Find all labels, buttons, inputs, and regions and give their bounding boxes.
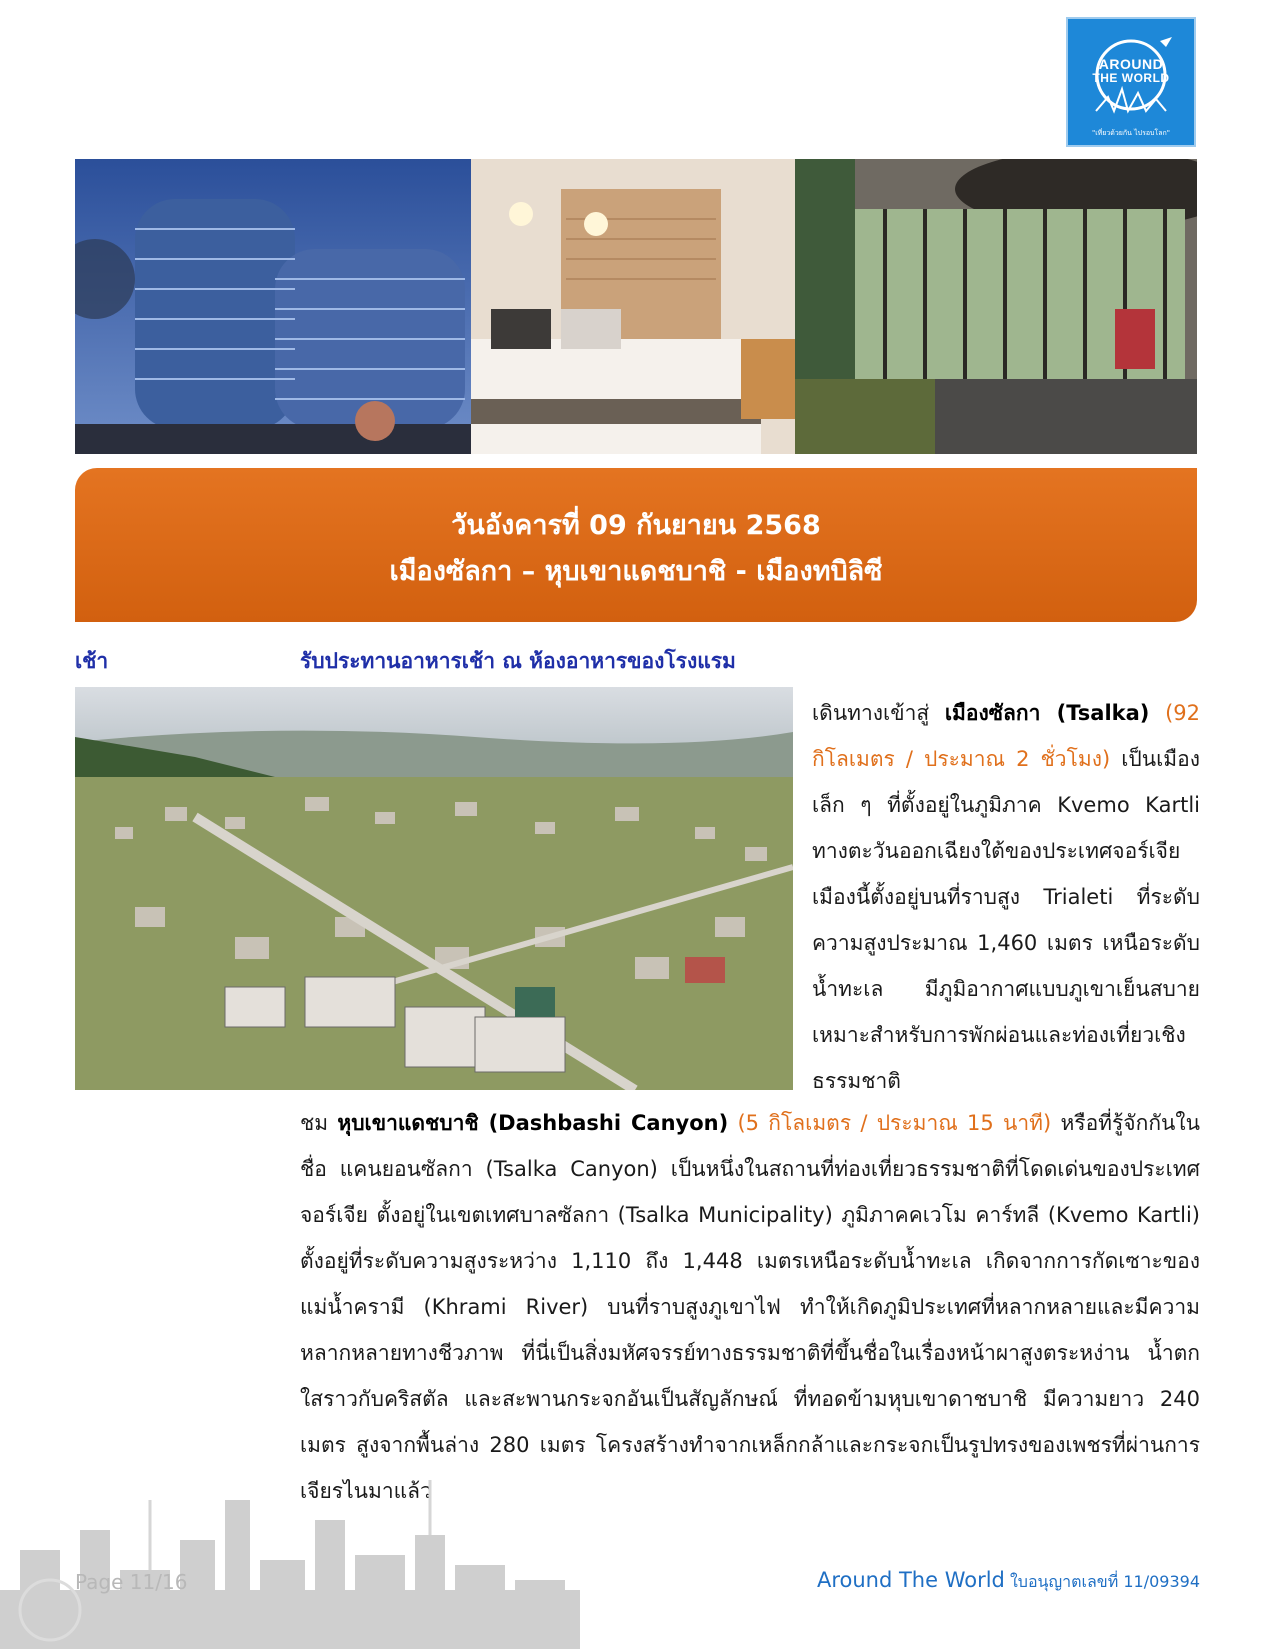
company-name: Around The World — [816, 1568, 1005, 1592]
canyon-name: หุบเขาแดชบาชิ (Dashbashi Canyon) — [337, 1111, 729, 1135]
logo-wordmark: AROUND THE WORLD — [1092, 56, 1170, 85]
footer-company — [817, 1568, 1200, 1595]
tsalka-description: เดินทางเข้าสู่ เมืองซัลกา (Tsalka) (92 กิโลเมตร / ประมาณ 2 ชั่วโมง) เป็นเมืองเล็ก ๆ ที่ตั้งอยู่ในภูมิภาค Kvemo Kartli ทางตะวันออกเฉียงใต้ของประเทศจอร์เจีย เมืองนี้ตั้งอยู่บนที่ราบสูง Trialeti ที่ระดับความสูงประมาณ 1,460 เมตร เหนือระดับน้ำทะเล มีภูมิอากาศแบบภูเขาเย็นสบาย เหมาะสำหรับการพักผ่อนและท่องเที่ยวเชิงธรรมชาติ — [812, 701, 1200, 1093]
tsalka-name: เมืองซัลกา (Tsalka) — [944, 701, 1150, 725]
day-route: เมืองซัลกา – หุบเขาแดชบาชิ - เมืองทบิลิซี — [389, 556, 883, 587]
logo-tagline: "เที่ยวด้วยกัน ไปรอบโลก" — [1092, 129, 1170, 137]
hotel-lounge-photo — [795, 159, 1197, 454]
day-banner — [75, 468, 1197, 622]
tsalka-town-photo — [75, 687, 793, 1090]
hotel-exterior-photo — [75, 159, 471, 454]
company-logo — [1066, 17, 1196, 147]
meal-label: เช้า — [75, 649, 109, 673]
city-skyline-decoration — [0, 1440, 580, 1649]
meal-description: รับประทานอาหารเช้า ณ ห้องอาหารของโรงแรม — [300, 649, 736, 673]
tsalka-distance: (92 กิโลเมตร / ประมาณ 2 ชั่วโมง) — [812, 701, 1200, 771]
license-number: ใบอนุญาตเลขที่ 11/09394 — [1004, 1572, 1200, 1591]
hotel-bedroom-photo — [471, 159, 795, 454]
canyon-description: ชม หุบเขาแดชบาชิ (Dashbashi Canyon) (5 กิโลเมตร / ประมาณ 15 นาที) หรือที่รู้จักกันในชื่อ แคนยอนซัลกา (Tsalka Canyon) เป็นหนึ่งในสถานที่ท่องเที่ยวธรรมชาติที่โดดเด่นของประเทศจอร์เจีย ตั้งอยู่ในเขตเทศบาลซัลกา (Tsalka Municipality) ภูมิภาคคเวโม คาร์ทลี (Kvemo Kartli) ตั้งอยู่ที่ระดับความสูงระหว่าง 1,110 ถึง 1,448 เมตรเหนือระดับน้ำทะเล เกิดจากการกัดเซาะของแม่น้ำครามี (Khrami River) บนที่ราบสูงภูเขาไฟ ทำให้เกิดภูมิประเทศที่หลากหลายและมีความหลากหลายทางชีวภาพ ที่นี่เป็นสิ่งมหัศจรรย์ทางธรรมชาติที่ขึ้นชื่อในเรื่องหน้าผาสูงตระหง่าน น้ำตกใสราวกับคริสตัล และสะพานกระจกอันเป็นสัญลักษณ์ ที่ทอดข้ามหุบเขาดาชบาชิ มีความยาว 240 เมตร สูงจากพื้นล่าง 280 เมตร โครงสร้างทำจากเหล็กกล้าและกระจกเป็นรูปทรงของเพชรที่ผ่านการเจียรไนมาแล้ว — [300, 1111, 1200, 1503]
canyon-distance: (5 กิโลเมตร / ประมาณ 15 นาที) — [737, 1111, 1052, 1135]
page-number: Page 11/16 — [75, 1570, 188, 1594]
day-date: วันอังคารที่ 09 กันยายน 2568 — [451, 510, 821, 541]
